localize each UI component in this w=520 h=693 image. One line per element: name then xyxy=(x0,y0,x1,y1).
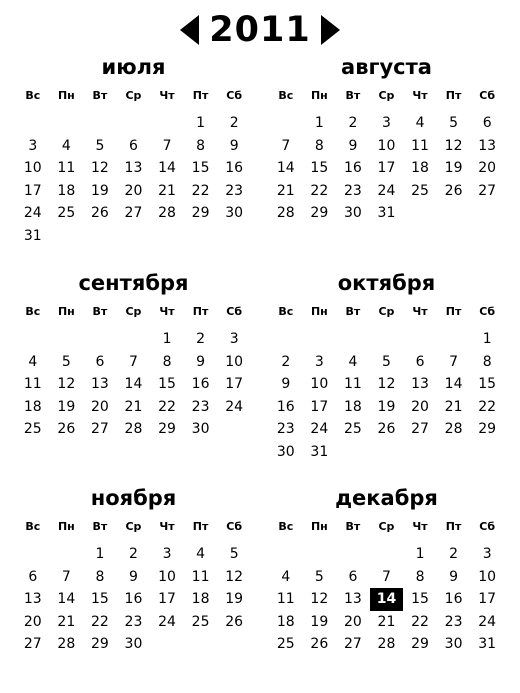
empty-day-cell xyxy=(83,112,117,135)
day-cell[interactable]: 5 xyxy=(229,546,239,562)
empty-day-cell xyxy=(16,543,50,566)
day-cell[interactable]: 1 xyxy=(415,546,425,562)
empty-day-cell xyxy=(336,328,370,351)
weekday-header: Пт xyxy=(445,89,462,102)
day-cell[interactable]: 30 xyxy=(444,636,463,653)
day-cell[interactable]: 3 xyxy=(28,137,38,154)
day-cell[interactable]: 15 xyxy=(90,591,109,608)
day-cell[interactable]: 13 xyxy=(343,591,362,608)
day-cell[interactable]: 22 xyxy=(310,182,329,199)
empty-day-cell xyxy=(303,543,337,566)
month-calendar xyxy=(269,485,504,656)
day-cell[interactable]: 15 xyxy=(158,376,176,393)
day-cell[interactable]: 8 xyxy=(482,353,492,370)
day-cell[interactable]: 9 xyxy=(281,376,291,393)
day-cell[interactable]: 11 xyxy=(23,376,42,393)
empty-day-cell xyxy=(336,543,370,566)
day-cell[interactable]: 26 xyxy=(444,182,463,199)
day-cell[interactable]: 30 xyxy=(276,443,295,460)
day-cell[interactable]: 31 xyxy=(478,636,497,653)
weekday-header: Ср xyxy=(125,89,142,102)
day-cell[interactable]: 15 xyxy=(310,160,329,177)
empty-day-cell xyxy=(437,328,471,351)
day-cell[interactable]: 23 xyxy=(276,421,295,438)
day-cell[interactable]: 14 xyxy=(57,591,76,608)
weekday-header: Пт xyxy=(192,89,209,102)
day-cell[interactable]: 6 xyxy=(482,115,492,131)
day-cell[interactable]: 20 xyxy=(90,398,109,415)
weekday-header: Вс xyxy=(25,305,41,318)
day-cell[interactable]: 29 xyxy=(191,205,210,222)
day-cell[interactable]: 8 xyxy=(95,568,105,585)
empty-day-cell xyxy=(403,328,437,351)
day-cell[interactable]: 4 xyxy=(348,353,358,370)
weekday-header: Чт xyxy=(412,305,428,318)
day-cell[interactable]: 28 xyxy=(57,636,76,653)
weekday-header: Ср xyxy=(378,89,395,102)
day-cell[interactable]: 29 xyxy=(310,205,329,222)
empty-day-cell xyxy=(370,328,404,351)
day-cell[interactable]: 22 xyxy=(478,398,497,415)
empty-day-cell xyxy=(50,543,84,566)
empty-day-cell xyxy=(16,112,50,135)
day-cell[interactable]: 22 xyxy=(191,182,210,199)
day-cell[interactable]: 19 xyxy=(310,613,329,630)
weekday-header: Пн xyxy=(57,89,75,102)
day-cell[interactable]: 2 xyxy=(129,546,138,562)
weekday-header: Пт xyxy=(192,305,209,318)
day-cell[interactable]: 24 xyxy=(310,421,329,438)
day-cell[interactable]: 31 xyxy=(310,443,329,460)
day-cell[interactable]: 1 xyxy=(196,115,206,131)
day-cell[interactable]: 5 xyxy=(314,568,324,585)
day-cell[interactable]: 9 xyxy=(129,568,138,585)
today-day-cell[interactable]: 14 xyxy=(370,588,404,611)
day-cell[interactable]: 13 xyxy=(90,376,109,393)
day-cell[interactable]: 10 xyxy=(377,137,396,154)
day-cell[interactable]: 25 xyxy=(23,421,42,438)
day-cell[interactable]: 5 xyxy=(95,137,105,154)
empty-day-cell xyxy=(16,328,50,351)
day-cell[interactable]: 10 xyxy=(158,568,176,585)
day-cell[interactable]: 21 xyxy=(276,182,295,199)
day-cell[interactable]: 28 xyxy=(444,421,463,438)
day-cell[interactable]: 25 xyxy=(57,205,76,222)
weekday-header: Чт xyxy=(159,520,175,533)
day-cell[interactable]: 8 xyxy=(314,137,324,154)
day-cell[interactable]: 4 xyxy=(196,546,206,562)
empty-day-cell xyxy=(50,112,84,135)
day-cell[interactable]: 4 xyxy=(61,137,71,154)
day-cell[interactable]: 3 xyxy=(162,546,172,562)
day-cell[interactable]: 20 xyxy=(124,182,143,199)
month-title: октября xyxy=(337,271,436,295)
month-calendar xyxy=(269,54,504,225)
day-cell[interactable]: 29 xyxy=(90,636,109,653)
day-cell[interactable]: 19 xyxy=(225,591,244,608)
empty-day-cell xyxy=(50,328,84,351)
day-grid xyxy=(269,302,504,464)
day-cell[interactable]: 13 xyxy=(23,591,42,608)
day-cell[interactable]: 24 xyxy=(158,613,176,630)
month-title: декабря xyxy=(335,486,438,510)
day-cell[interactable]: 7 xyxy=(281,137,291,154)
empty-day-cell xyxy=(117,112,151,135)
day-cell[interactable]: 9 xyxy=(348,137,358,154)
day-cell[interactable]: 6 xyxy=(348,568,358,585)
weekday-header: Сб xyxy=(479,89,496,102)
day-cell[interactable]: 21 xyxy=(444,398,463,415)
day-cell[interactable]: 17 xyxy=(225,376,244,393)
day-cell[interactable]: 14 xyxy=(276,160,295,177)
day-cell[interactable]: 9 xyxy=(196,353,206,370)
weekday-header: Вс xyxy=(25,520,41,533)
weekday-header: Чт xyxy=(412,89,428,102)
day-cell[interactable]: 1 xyxy=(314,115,324,131)
day-cell[interactable]: 16 xyxy=(124,591,143,608)
day-cell[interactable]: 12 xyxy=(57,376,76,393)
day-cell[interactable]: 15 xyxy=(191,160,210,177)
day-grid xyxy=(16,86,251,248)
day-cell[interactable]: 19 xyxy=(90,182,109,199)
day-cell[interactable]: 17 xyxy=(478,591,497,608)
day-cell[interactable]: 11 xyxy=(343,376,362,393)
day-cell[interactable]: 27 xyxy=(411,421,429,438)
day-cell[interactable]: 29 xyxy=(158,421,176,438)
day-cell[interactable]: 24 xyxy=(23,205,42,222)
day-cell[interactable]: 2 xyxy=(196,331,206,347)
day-cell[interactable]: 11 xyxy=(411,137,429,154)
day-cell[interactable]: 20 xyxy=(23,613,42,630)
weekday-header: Сб xyxy=(226,89,243,102)
weekday-header: Сб xyxy=(226,520,243,533)
day-cell[interactable]: 17 xyxy=(158,591,176,608)
day-cell[interactable]: 29 xyxy=(411,636,429,653)
day-cell[interactable]: 27 xyxy=(23,636,42,653)
month-calendar xyxy=(16,54,251,248)
day-cell[interactable]: 8 xyxy=(196,137,206,154)
month-title: ноября xyxy=(90,486,177,510)
empty-day-cell xyxy=(370,543,404,566)
day-cell[interactable]: 7 xyxy=(162,137,172,154)
day-cell[interactable]: 4 xyxy=(28,353,38,370)
day-cell[interactable]: 11 xyxy=(276,591,295,608)
day-cell[interactable]: 18 xyxy=(57,182,76,199)
next-year-arrow-icon[interactable] xyxy=(321,15,340,45)
weekday-header: Пт xyxy=(445,520,462,533)
day-cell[interactable]: 2 xyxy=(449,546,459,562)
day-cell[interactable]: 12 xyxy=(225,568,244,585)
day-cell[interactable]: 29 xyxy=(478,421,497,438)
day-cell[interactable]: 5 xyxy=(449,115,459,131)
day-cell[interactable]: 16 xyxy=(225,160,244,177)
month-title: июля xyxy=(101,55,166,79)
weekday-header: Вт xyxy=(92,305,108,318)
weekday-header: Вт xyxy=(345,305,361,318)
day-cell[interactable]: 18 xyxy=(191,591,210,608)
day-cell[interactable]: 16 xyxy=(191,376,210,393)
day-cell[interactable]: 6 xyxy=(129,137,138,154)
weekday-header: Ср xyxy=(378,520,395,533)
month-calendar xyxy=(269,270,504,464)
day-cell[interactable]: 23 xyxy=(191,398,210,415)
day-grid xyxy=(16,517,251,656)
day-cell[interactable]: 2 xyxy=(281,353,291,370)
day-cell[interactable]: 18 xyxy=(23,398,42,415)
day-cell[interactable]: 23 xyxy=(343,182,362,199)
weekday-header: Сб xyxy=(226,305,243,318)
day-grid xyxy=(269,517,504,656)
weekday-header: Пн xyxy=(310,520,328,533)
weekday-header: Вт xyxy=(92,520,108,533)
weekday-header: Вт xyxy=(345,89,361,102)
day-cell[interactable]: 31 xyxy=(23,227,42,244)
day-cell[interactable]: 14 xyxy=(158,160,176,177)
day-cell[interactable]: 7 xyxy=(61,568,71,585)
day-cell[interactable]: 18 xyxy=(411,160,429,177)
weekday-header: Ср xyxy=(378,305,395,318)
day-cell[interactable]: 21 xyxy=(158,182,176,199)
empty-day-cell xyxy=(83,328,117,351)
day-cell[interactable]: 14 xyxy=(444,376,463,393)
day-cell[interactable]: 15 xyxy=(411,591,429,608)
day-cell[interactable]: 9 xyxy=(449,568,459,585)
day-cell[interactable]: 25 xyxy=(191,613,210,630)
day-cell[interactable]: 22 xyxy=(411,613,429,630)
weekday-header: Сб xyxy=(479,520,496,533)
day-cell[interactable]: 26 xyxy=(310,636,329,653)
weekday-header: Вт xyxy=(345,520,361,533)
day-cell[interactable]: 20 xyxy=(478,160,497,177)
day-cell[interactable]: 21 xyxy=(124,398,143,415)
day-grid xyxy=(269,86,504,225)
day-cell[interactable]: 18 xyxy=(276,613,295,630)
month-title: августа xyxy=(341,55,432,79)
day-cell[interactable]: 30 xyxy=(343,205,362,222)
day-cell[interactable]: 27 xyxy=(124,205,143,222)
month-calendar xyxy=(16,485,251,656)
day-cell[interactable]: 22 xyxy=(90,613,109,630)
day-cell[interactable]: 20 xyxy=(411,398,429,415)
day-cell[interactable]: 3 xyxy=(482,546,492,562)
day-cell[interactable]: 13 xyxy=(124,160,143,177)
day-cell[interactable]: 17 xyxy=(377,160,396,177)
day-cell[interactable]: 26 xyxy=(90,205,109,222)
day-cell[interactable]: 27 xyxy=(90,421,109,438)
day-cell[interactable]: 25 xyxy=(411,182,429,199)
weekday-header: Чт xyxy=(412,520,428,533)
empty-day-cell xyxy=(269,328,303,351)
day-cell[interactable]: 30 xyxy=(225,205,244,222)
day-cell[interactable]: 22 xyxy=(158,398,176,415)
weekday-header: Сб xyxy=(479,305,496,318)
day-cell[interactable]: 28 xyxy=(377,636,396,653)
weekday-header: Пн xyxy=(57,520,75,533)
empty-day-cell xyxy=(150,112,184,135)
weekday-header: Чт xyxy=(159,89,175,102)
weekday-header: Пн xyxy=(57,305,75,318)
year-navigation xyxy=(0,8,520,52)
day-cell[interactable]: 16 xyxy=(444,591,463,608)
day-cell[interactable]: 6 xyxy=(95,353,105,370)
weekday-header: Ср xyxy=(125,305,142,318)
day-cell[interactable]: 25 xyxy=(276,636,295,653)
day-cell[interactable]: 27 xyxy=(343,636,362,653)
empty-day-cell xyxy=(269,543,303,566)
day-cell[interactable]: 19 xyxy=(444,160,463,177)
day-cell[interactable]: 15 xyxy=(478,376,497,393)
day-cell[interactable]: 4 xyxy=(415,115,425,131)
previous-year-arrow-icon[interactable] xyxy=(180,15,199,45)
day-cell[interactable]: 6 xyxy=(415,353,425,370)
day-cell[interactable]: 31 xyxy=(377,205,396,222)
weekday-header: Вс xyxy=(278,520,294,533)
month-calendar xyxy=(16,270,251,441)
day-cell[interactable]: 10 xyxy=(478,568,497,585)
day-cell[interactable]: 16 xyxy=(343,160,362,177)
day-cell[interactable]: 24 xyxy=(478,613,497,630)
day-cell[interactable]: 1 xyxy=(482,331,492,347)
day-cell[interactable]: 12 xyxy=(377,376,396,393)
weekday-header: Чт xyxy=(159,305,175,318)
day-cell[interactable]: 12 xyxy=(444,137,463,154)
day-cell[interactable]: 20 xyxy=(343,613,362,630)
weekday-header: Ср xyxy=(125,520,142,533)
day-cell[interactable]: 23 xyxy=(124,613,143,630)
weekday-header: Вт xyxy=(92,89,108,102)
day-cell[interactable]: 5 xyxy=(61,353,71,370)
day-cell[interactable]: 7 xyxy=(382,568,391,585)
day-cell[interactable]: 12 xyxy=(310,591,329,608)
day-cell[interactable]: 27 xyxy=(478,182,497,199)
day-cell[interactable]: 11 xyxy=(191,568,210,585)
empty-day-cell xyxy=(117,328,151,351)
day-cell[interactable]: 11 xyxy=(57,160,76,177)
day-cell[interactable]: 25 xyxy=(343,421,362,438)
day-cell[interactable]: 7 xyxy=(449,353,459,370)
day-cell[interactable]: 3 xyxy=(229,331,239,347)
day-cell[interactable]: 24 xyxy=(377,182,396,199)
day-cell[interactable]: 2 xyxy=(229,115,239,131)
day-cell[interactable]: 3 xyxy=(382,115,391,131)
day-cell[interactable]: 28 xyxy=(276,205,295,222)
day-cell[interactable]: 3 xyxy=(314,353,324,370)
day-cell[interactable]: 9 xyxy=(229,137,239,154)
day-cell[interactable]: 18 xyxy=(343,398,362,415)
day-cell[interactable]: 12 xyxy=(90,160,109,177)
day-cell[interactable]: 23 xyxy=(444,613,463,630)
day-cell[interactable]: 14 xyxy=(124,376,143,393)
weekday-header: Вс xyxy=(25,89,41,102)
day-cell[interactable]: 6 xyxy=(28,568,38,585)
month-title: сентября xyxy=(78,271,189,295)
day-cell[interactable]: 10 xyxy=(23,160,42,177)
day-cell[interactable]: 30 xyxy=(191,421,210,438)
day-cell[interactable]: 26 xyxy=(225,613,244,630)
day-cell[interactable]: 2 xyxy=(348,115,358,131)
day-cell[interactable]: 26 xyxy=(57,421,76,438)
day-grid xyxy=(16,302,251,441)
year-title: 2011 xyxy=(209,10,311,50)
weekday-header: Пн xyxy=(310,89,328,102)
day-cell[interactable]: 8 xyxy=(415,568,425,585)
day-cell[interactable]: 7 xyxy=(129,353,138,370)
day-cell[interactable]: 28 xyxy=(124,421,143,438)
day-cell[interactable]: 16 xyxy=(276,398,295,415)
weekday-header: Пт xyxy=(445,305,462,318)
day-cell[interactable]: 19 xyxy=(57,398,76,415)
day-cell[interactable]: 4 xyxy=(281,568,291,585)
weekday-header: Вс xyxy=(278,89,294,102)
day-cell[interactable]: 28 xyxy=(158,205,176,222)
empty-day-cell xyxy=(303,328,337,351)
day-cell[interactable]: 1 xyxy=(162,331,172,347)
day-cell[interactable]: 24 xyxy=(225,398,244,415)
day-cell[interactable]: 26 xyxy=(377,421,396,438)
day-cell[interactable]: 1 xyxy=(95,546,105,562)
day-cell[interactable]: 23 xyxy=(225,182,244,199)
day-cell[interactable]: 30 xyxy=(124,636,143,653)
day-cell[interactable]: 17 xyxy=(310,398,329,415)
day-cell[interactable]: 17 xyxy=(23,182,42,199)
day-cell[interactable]: 21 xyxy=(57,613,76,630)
day-cell[interactable]: 21 xyxy=(377,613,396,630)
weekday-header: Вс xyxy=(278,305,294,318)
weekday-header: Пн xyxy=(310,305,328,318)
day-cell[interactable]: 5 xyxy=(382,353,391,370)
day-cell[interactable]: 10 xyxy=(310,376,329,393)
day-cell[interactable]: 13 xyxy=(411,376,429,393)
day-cell[interactable]: 10 xyxy=(225,353,244,370)
empty-day-cell xyxy=(269,112,303,135)
day-cell[interactable]: 13 xyxy=(478,137,497,154)
weekday-header: Пт xyxy=(192,520,209,533)
day-cell[interactable]: 19 xyxy=(377,398,396,415)
day-cell[interactable]: 8 xyxy=(162,353,172,370)
